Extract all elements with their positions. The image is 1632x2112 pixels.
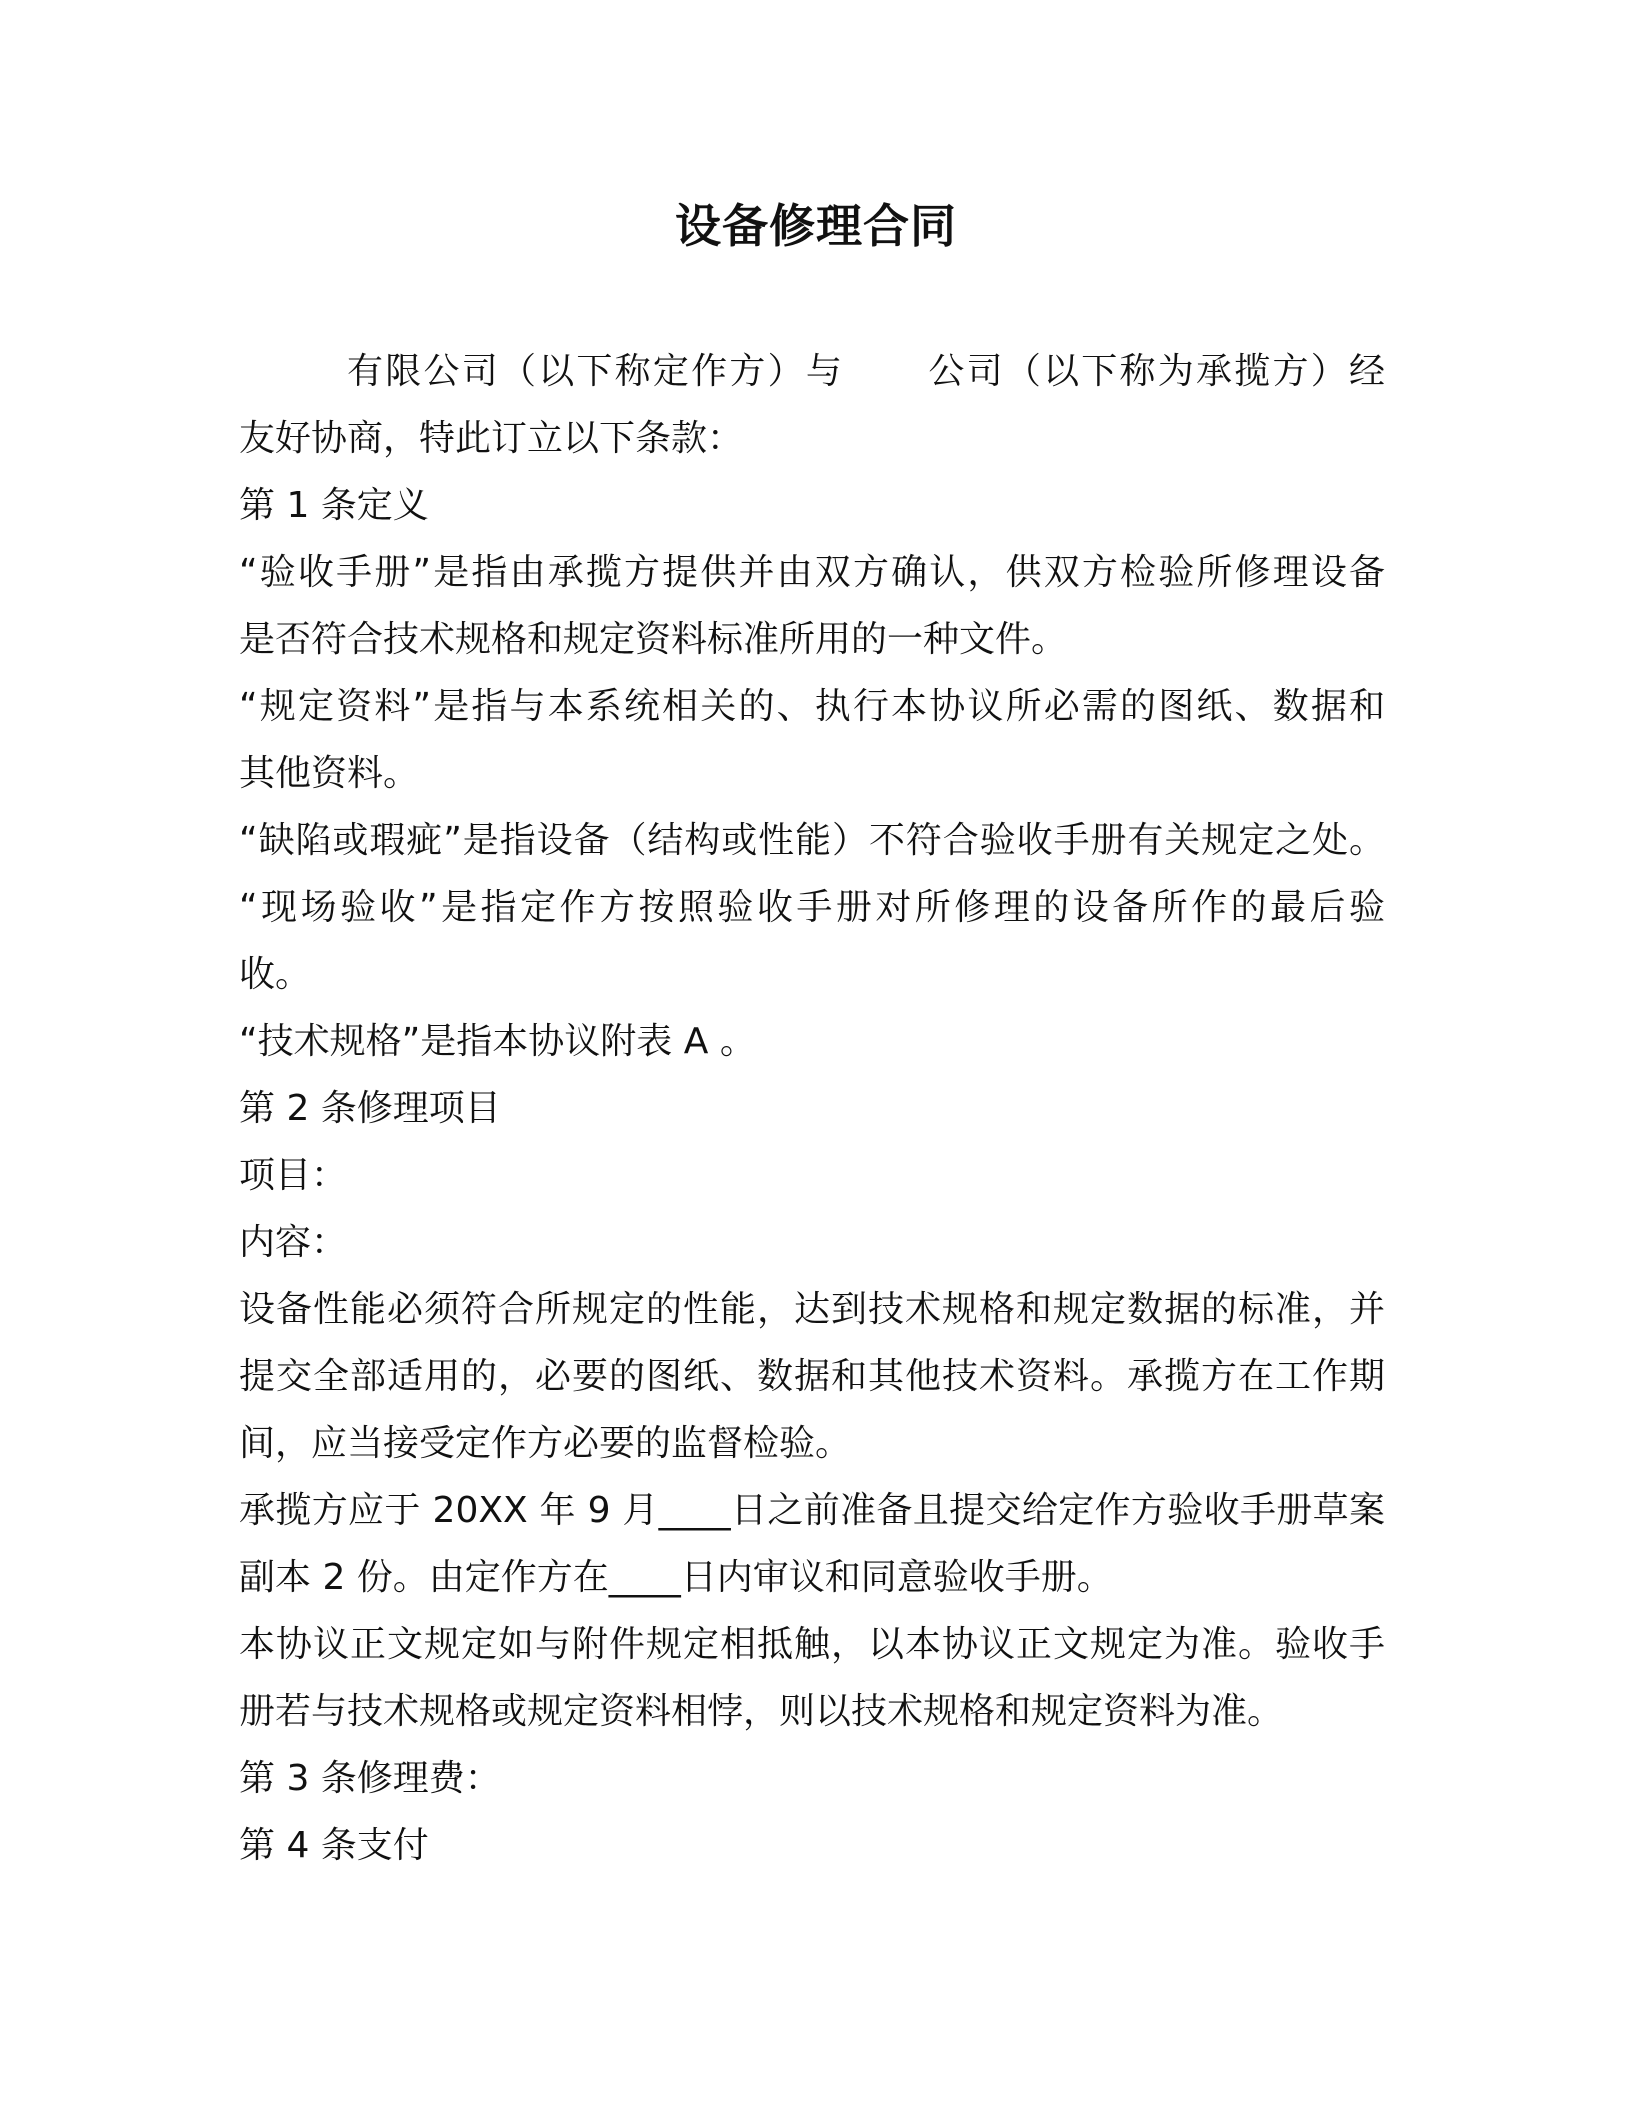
definition-defect-line-1: “缺陷或瑕疵”是指设备（结构或性能）不符合验收手册有关规定之处。 (239, 820, 1385, 861)
content-label: 内容： (239, 1222, 348, 1263)
intro-party-a: 有限公司（以下称定作方）与 (347, 351, 845, 392)
paragraph-3-line-2: 册若与技术规格或规定资料相悖，则以技术规格和规定资料为准。 (239, 1691, 1284, 1732)
paragraph-1-line-3: 间，应当接受定作方必要的监督检验。 (239, 1423, 852, 1464)
definition-specified-data-line-2: 其他资料。 (239, 753, 420, 794)
definition-acceptance-manual-line-1: “验收手册”是指由承揽方提供并由双方确认，供双方检验所修理设备 (239, 552, 1385, 593)
definition-technical-spec-line-1: “技术规格”是指本协议附表 A 。 (239, 1021, 756, 1062)
article-1-heading: 第 1 条定义 (239, 485, 429, 526)
article-3-heading: 第 3 条修理费： (239, 1758, 501, 1799)
article-4-heading: 第 4 条支付 (239, 1825, 429, 1866)
intro-line-2: 友好协商，特此订立以下条款： (239, 418, 744, 459)
paragraph-2-line-1: 承揽方应于 20XX 年 9 月____日之前准备且提交给定作方验收手册草案 (239, 1490, 1385, 1531)
intro-party-b: 公司（以下称为承揽方）经 (926, 351, 1385, 392)
definition-site-acceptance-line-1: “现场验收”是指定作方按照验收手册对所修理的设备所作的最后验 (239, 887, 1385, 928)
document-title: 设备修理合同 (675, 199, 957, 253)
paragraph-3-line-1: 本协议正文规定如与附件规定相抵触，以本协议正文规定为准。验收手 (239, 1624, 1385, 1665)
definition-site-acceptance-line-2: 收。 (239, 954, 312, 995)
definition-acceptance-manual-line-2: 是否符合技术规格和规定资料标准所用的一种文件。 (239, 619, 1068, 660)
item-label: 项目： (239, 1155, 348, 1196)
article-2-heading: 第 2 条修理项目 (239, 1088, 501, 1129)
definition-specified-data-line-1: “规定资料”是指与本系统相关的、执行本协议所必需的图纸、数据和 (239, 686, 1385, 727)
paragraph-1-line-1: 设备性能必须符合所规定的性能，达到技术规格和规定数据的标准，并 (239, 1289, 1385, 1330)
intro-line-1 (239, 338, 1385, 405)
document-body (239, 338, 1385, 1879)
paragraph-1-line-2: 提交全部适用的，必要的图纸、数据和其他技术资料。承揽方在工作期 (239, 1356, 1385, 1397)
paragraph-2-line-2: 副本 2 份。由定作方在____日内审议和同意验收手册。 (239, 1557, 1113, 1598)
